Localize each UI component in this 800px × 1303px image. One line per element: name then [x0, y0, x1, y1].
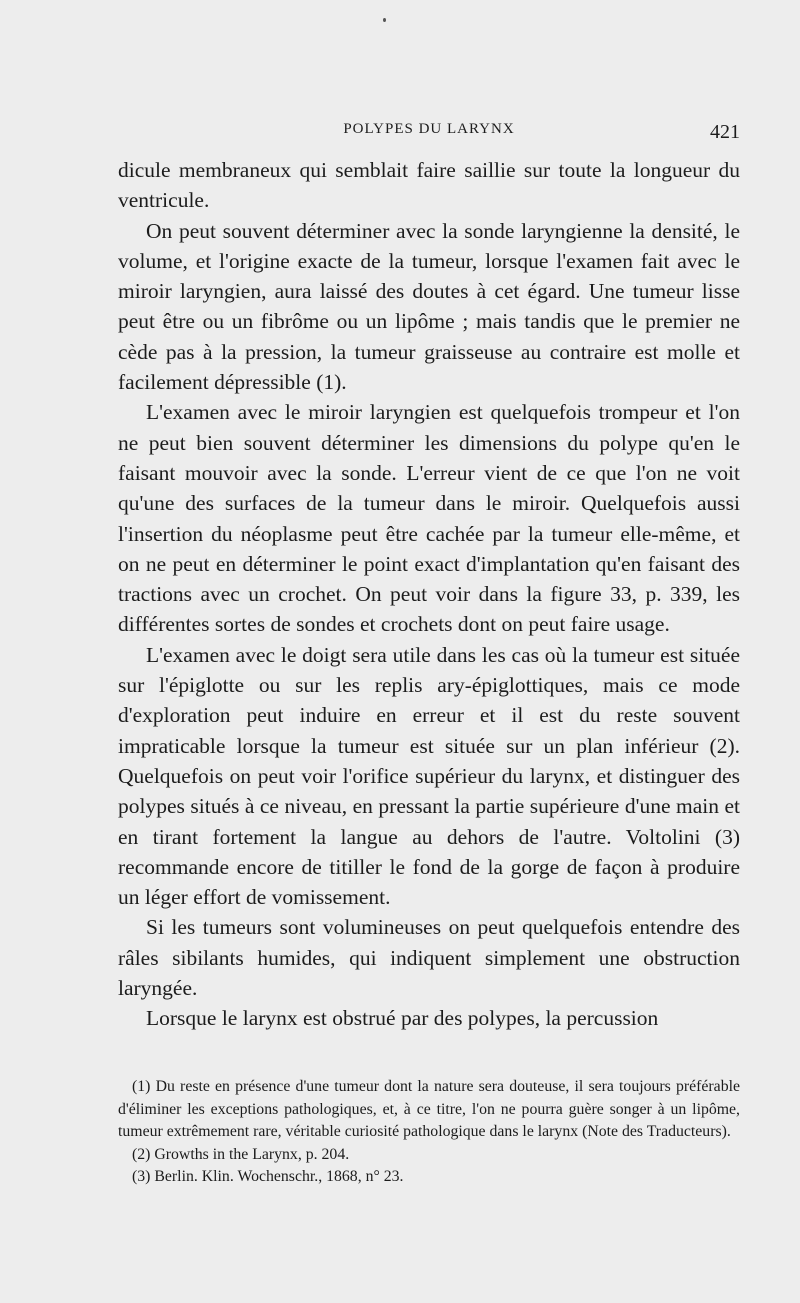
footnote-3: (3) Berlin. Klin. Wochenschr., 1868, n° 23. — [132, 1168, 404, 1186]
paragraph-continuation: dicule membraneux qui semblait faire saillie sur toute la longueur du ventricule. — [118, 158, 740, 213]
footnote-2: (2) Growths in the Larynx, p. 204. — [132, 1145, 350, 1163]
paragraph-percussion: Lorsque le larynx est obstrué par des polypes, la percussion — [146, 1006, 659, 1031]
footnote-1: (1) Du reste en présence d'une tumeur dont la nature sera douteuse, il sera toujours préférable d'éliminer les exceptions pathologiques, et, à ce titre, l'on ne pourra guère songer à un lipôme, tumeur extrêmement rare, véritable curiosité pathologique dans le larynx (Note des Traducteurs). — [118, 1078, 740, 1141]
ink-speck — [383, 18, 386, 22]
body-text — [118, 155, 740, 1034]
page-number: 421 — [710, 121, 740, 143]
paragraph-sonde: On peut souvent déterminer avec la sonde laryngienne la densité, le volume, et l'origine exacte de la tumeur, lorsque l'examen fait avec le miroir laryngien, aura laissé des doutes à cet égard. Une tumeur lisse peut être ou un fibrôme ou un lipôme ; mais tandis que le premier ne cède pas à la pression, la tumeur graisseuse au contraire est molle et facilement dépressible (1). — [118, 218, 740, 395]
page-header — [118, 121, 740, 143]
footnotes — [118, 1076, 740, 1189]
running-head: POLYPES DU LARYNX — [343, 121, 515, 137]
paragraph-miroir: L'examen avec le miroir laryngien est quelquefois trompeur et l'on ne peut bien souvent déterminer les dimensions du polype qu'en le faisant mouvoir avec la sonde. L'erreur vient de ce que l'on ne voit qu'une des surfaces de la tumeur dans le miroir. Quelquefois aussi l'insertion du néoplasme peut être cachée par la tumeur elle-même, et on ne peut en déterminer le point exact d'implantation qu'en faisant des tractions avec un crochet. On peut voir dans la figure 33, p. 339, les différentes sortes de sondes et crochets dont on peut faire usage. — [118, 400, 740, 637]
paragraph-doigt: L'examen avec le doigt sera utile dans les cas où la tumeur est située sur l'épiglotte ou sur les replis ary-épiglottiques, mais ce mode d'exploration peut induire en erreur et il est du reste souvent impraticable lorsque la tumeur est située sur un plan inférieur (2). Quelquefois on peut voir l'orifice supérieur du larynx, et distinguer des polypes situés à ce niveau, en pressant la partie supérieure d'une main et en tirant fortement la langue au dehors de l'autre. Voltolini (3) recommande encore de titiller le fond de la gorge de façon à produire un léger effort de vomissement. — [118, 642, 740, 910]
paragraph-rales: Si les tumeurs sont volumineuses on peut quelquefois entendre des râles sibilants humides, qui indiquent simplement une obstruction laryngée. — [118, 915, 740, 1001]
